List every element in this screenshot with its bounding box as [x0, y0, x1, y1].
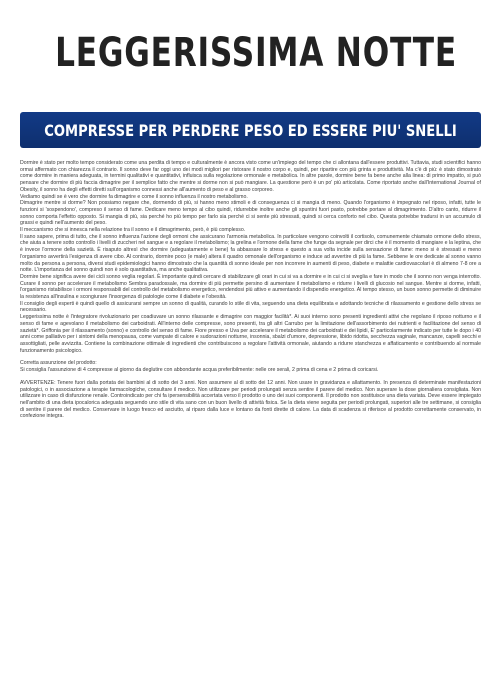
description-paragraph: AVVERTENZE: Tenere fuori dalla portata dei bambini al di sotto dei 3 anni. Non assumere al di sotto dei 12 anni. Non usare in gravidanza e allattamento. In presenza di determinate manifestazioni patologici, o in associazione a terapie farmacologiche, consultare il medico. Non utilizzare per periodi prolungati senza sentire il parere del medico. Non superare la dose giornaliera consigliata. Non utilizzare in caso di disfunzione renale. Controindicato per chi fa ipersensibilità accertata verso il prodotto o uno dei suoi componenti. Il prodotto non sostituisce una dieta variata. Deve essere impiegato nell'ambito di una dieta ipocalorica adeguata seguendo uno stile di vita sano con un buon livello di attività fisica. Se la dieta viene seguita per periodi prolungati, superiori alle tre settimane, si consiglia di sentire il parere del medico. Conservare in luogo fresco ed asciutto, al riparo dalla luce e lontano da fonti dirette di calore. La data di scadenza si riferisce al prodotto correttamente conservato, in confezione integra.: [20, 379, 481, 420]
description-paragraph: Leggerissima notte è l'integratore rivoluzionario per coadiuvare un sonno rilassante e dimagrire con maggior facilità*. Ai suoi interno sono presenti ingredienti attivi che regolano il riposo notturno e il senso di fame e agevolano il metabolismo dei carboidrati. All'interno delle compresse, sono presenti, tra gli altri Carrubo per la limitazione dell'assorbimento dei nutrienti e facilitazione del senso di sazietà*. Griffonia per il rilassamento (sonno) e controllo del senso di fame. Fiore presso e Uva per accelerare il metabolismo dei carboidrati e dei lipidi, E' particolarmente indicato per tutte le dopo i 40 anni come palliativo per i sintomi della menopausa, come vampate di calore e sudorazioni notturne, insonnia, sbalzi d'umore, depressione, libido ridotta, secchezza vaginale, mancanze, capelli secchi e assottigliati, pelle avvizzita. Contiene la combinazione ottimale di ingredienti che contribuiscono a regolare l'attività ormonale, aiutando a ridurre stanchezza e affaticamento e contribuendo al normale funzionamento psicologico.: [20, 314, 481, 354]
description-paragraph: Dormire bene significa avere dei cicli sonno veglia regolari. È importante quindi cercare di stabilizzare gli orari in cui si va a dormire e in cui ci si sveglia e fare in modo che il sonno non venga interrotto. Curare il sonno per accelerare il metabolismo Sembra paradossale, ma dormire di più permette persino di aumentare il metabolismo e ridurre i livelli di glucosio nel sangue. Mentre si dorme, infatti, l'organismo ristabilisce i ormoni responsabili del controllo del metabolismo energetico, rendendosi più attivo e aumentando il dispendio energetico. Al tempo stesso, un buon sonno permette di diminuire la resistenza all'insulina e scongiurare l'insorgenza di patologie come il diabete e l'obesità.: [20, 273, 481, 301]
description-paragraph: Il sano sapere, prima di tutto, che il sonno influenza l'azione degli ormoni che assicurano l'armonia metabolica. In particolare vengono coinvolti il cortisolo, comunemente chiamato ormone dello stress, che aiuta a tenere sotto controllo i livelli di zuccheri nel sangue e a regolare il metabolismo; la grelina e l'ormone della fame che funge da segnale per dirci che è il momento di mangiare e la leptina, che è invece l'ormone della sazietà. È risaputo altresì che dormire (adeguatamente e bene) fa abbassare lo stress e questo a sua volta incide sulla sensazione di fame: meno si è stressati e meno l'organismo avvertirà l'esigenza di avere cibo. Al contrario, dormire poco (e male) altera il quadro ormonale dell'organismo e induce ad avvertire di più la fame. Sebbene le ore dedicate al sonno vanno molto da persona a persona, diversi studi epidemiologici hanno dimostrato che la quantità di sonno ideale per non incorrere in aumenti di peso, diabete e malattie cardiovascolari è di almeno 7-8 ore a notte. L'importanza del sonno quindi non è solo quantitativa, ma anche qualitativa.: [20, 233, 481, 274]
description-paragraph: Corretta assunzione del prodotto:: [20, 360, 97, 367]
product-description: [20, 160, 481, 686]
description-paragraph: Il consiglio degli esperti è quindi quello di assicurarsi sempre un sonno di qualità, curando lo stile di vita, seguendo una dieta equilibrata e adottando tecniche di rilassamento e gestione dello stress se necessario.: [20, 300, 481, 314]
page-title: LEGGERISSIMA NOTTE: [55, 30, 457, 76]
description-paragraph: Si consiglia l'assunzione di 4 compresse al giorno da deglutire con abbondante acqua preferibilmente: nelle ore serali, 2 prima di cena e 2 prima di coricarsi.: [20, 367, 379, 374]
banner-text: COMPRESSE PER PERDERE PESO ED ESSERE PIU' SNELLI: [44, 120, 457, 140]
description-paragraph: Dormire è stato per molto tempo considerato come una perdita di tempo e culturalmente è ancora visto come un'impiego del tempo che ci allontana dall'essere produttivi. Tuttavia, studi scientifici hanno ormai affermato con chiarezza il contrario. Il sonno deve far oggi uno dei modi migliori per ristorare il nostro corpo e, quindi, per ripartire con più grinta e produttività. Ma c'è di più: è stato dimostrato come dormire in maniera adeguata, in termini qualitativi e quantitativi, influisca sulla regolazione ormonale e metabolica. In altre parole, dormire bene fa bene anche alla linea: di primo impatto, si può pensare che dormire di più faccia dimagrire per il semplice fatto che mentre si dorme non si può mangiare. La questione però è un po' più articolata. Come riportato anche dall'International Journal of Obesity, il sonno ha degli effetti diretti sull'organismo connessi anche all'aumento di peso e al grasso corporeo.: [20, 160, 481, 193]
description-paragraph: Dimagrire mentre si dorme? Non possiamo negare che, dormendo di più, si hanno meno stimoli e di conseguenza ci si mangia di meno. Quando l'organismo è impegnato nel riposo, infatti, tutte le funzioni si 'sospendono', compreso il senso di fame. Dedicare meno tempo al cibo quindi, ridurrebbe inoltre anche gli spuntini fuori pasto, potrebbe portare al dimagrimento. D'altro canto, ridurre il sonno comporta l'effetto opposto. Si mangia di più, sia perché ho più tempo per farlo sia perché ci si sente più stressati, quindi si cerca conforto nel cibo. Questa potrebbe tradursi in un accumulo di grassi e quindi nell'aumento del peso.: [20, 200, 481, 227]
description-paragraph: Il meccanismo che si innesca nella relazione tra il sonno e il dimagrimento, però, è più complesso.: [20, 227, 246, 234]
subtitle-banner: [20, 112, 481, 148]
description-paragraph: Vediamo quindi se è vero che dormire fa dimagrire e come il sonno influenza il nostro metabolismo.: [20, 193, 248, 200]
